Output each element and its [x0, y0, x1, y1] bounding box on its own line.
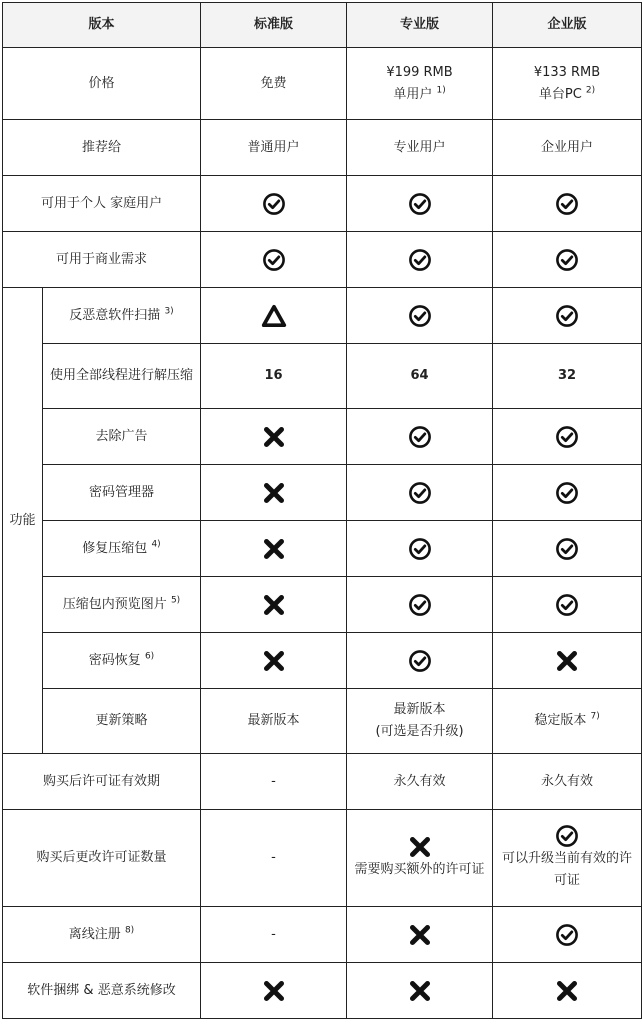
features-group-label: 功能 [3, 288, 43, 754]
row-password-recovery [3, 633, 642, 689]
cross-icon [555, 979, 579, 1003]
footnote-ref: 3) [164, 306, 174, 317]
row-preview [3, 577, 642, 633]
check-circle-icon [408, 649, 432, 673]
cross-icon [408, 835, 432, 859]
row-label: 去除广告 [43, 409, 201, 465]
footnote-ref: 7) [590, 711, 600, 722]
row-label: 价格 [3, 48, 201, 120]
check-circle-icon [262, 248, 286, 272]
row-label [43, 577, 201, 633]
change-ent-note: 可以升级当前有效的许可证 [502, 851, 633, 888]
header-pro: 专业版 [347, 3, 493, 48]
row-offline-registration [3, 907, 642, 963]
cross-icon [262, 593, 286, 617]
row-antimalware [3, 288, 642, 344]
update-pro-note: (可选是否升级) [375, 724, 464, 739]
footnote-ref: 5) [170, 595, 181, 606]
change-standard: - [201, 810, 347, 907]
preview-label: 压缩包内预览图片 [62, 596, 167, 612]
footnote-ref: 1) [436, 85, 446, 96]
row-label [43, 521, 201, 577]
validity-pro: 永久有效 [347, 754, 493, 810]
check-circle-icon [555, 923, 579, 947]
triangle-icon [261, 303, 287, 329]
price-pro-amount: ¥199 RMB [386, 64, 453, 80]
cross-icon [262, 425, 286, 449]
footnote-ref: 6) [144, 651, 155, 662]
price-standard: 免费 [201, 48, 347, 120]
antimalware-label: 反恶意软件扫描 [69, 307, 161, 323]
repair-label: 修复压缩包 [82, 540, 148, 556]
check-circle-icon [555, 824, 579, 848]
row-recommend [3, 120, 642, 176]
header-edition: 版本 [3, 3, 201, 48]
price-ent-amount: ¥133 RMB [533, 64, 601, 80]
cross-icon [262, 979, 286, 1003]
check-circle-icon [408, 481, 432, 505]
row-label: 购买后更改许可证数量 [3, 810, 201, 907]
update-standard: 最新版本 [201, 689, 347, 754]
check-circle-icon [555, 425, 579, 449]
threads-enterprise: 32 [493, 344, 642, 409]
row-label [43, 288, 201, 344]
change-pro-icon-wrap [353, 835, 486, 859]
price-pro-note-wrap [353, 84, 486, 106]
change-pro-note: 需要购买额外的许可证 [354, 862, 485, 877]
recommend-enterprise: 企业用户 [493, 120, 642, 176]
threads-standard: 16 [201, 344, 347, 409]
row-label: 可用于商业需求 [3, 232, 201, 288]
row-update-policy [3, 689, 642, 754]
footnote-ref: 4) [151, 539, 161, 550]
row-label: 密码管理器 [43, 465, 201, 521]
check-circle-icon [555, 304, 579, 328]
header-row [3, 3, 642, 48]
update-pro-value: 最新版本 [393, 702, 446, 717]
row-business [3, 232, 642, 288]
price-ent-note: 单台PC [538, 86, 582, 102]
recommend-pro: 专业用户 [347, 120, 493, 176]
row-label: 可用于个人 家庭用户 [3, 176, 201, 232]
check-circle-icon [408, 593, 432, 617]
price-ent-note-wrap [499, 84, 635, 106]
check-circle-icon [408, 425, 432, 449]
row-price [3, 48, 642, 120]
check-circle-icon [555, 481, 579, 505]
row-repair [3, 521, 642, 577]
check-circle-icon [408, 192, 432, 216]
offline-standard: - [201, 907, 347, 963]
price-pro [347, 48, 493, 120]
footnote-ref: 2) [585, 85, 596, 96]
check-circle-icon [408, 304, 432, 328]
cross-icon [262, 537, 286, 561]
check-circle-icon [555, 537, 579, 561]
change-enterprise [493, 810, 642, 907]
cross-icon [555, 649, 579, 673]
change-ent-icon-wrap [499, 824, 635, 848]
header-enterprise: 企业版 [493, 3, 642, 48]
validity-enterprise: 永久有效 [493, 754, 642, 810]
threads-pro: 64 [347, 344, 493, 409]
row-threads [3, 344, 642, 409]
validity-standard: - [201, 754, 347, 810]
row-label [3, 907, 201, 963]
update-pro [347, 689, 493, 754]
recommend-standard: 普通用户 [201, 120, 347, 176]
update-enterprise [493, 689, 642, 754]
row-label: 推荐给 [3, 120, 201, 176]
price-pro-note: 单用户 [393, 86, 433, 102]
edition-comparison-table [2, 2, 642, 1019]
row-license-validity [3, 754, 642, 810]
check-circle-icon [262, 192, 286, 216]
row-label: 更新策略 [43, 689, 201, 754]
row-label: 购买后许可证有效期 [3, 754, 201, 810]
row-password-manager [3, 465, 642, 521]
check-circle-icon [555, 593, 579, 617]
row-ads [3, 409, 642, 465]
check-circle-icon [408, 248, 432, 272]
row-license-change [3, 810, 642, 907]
check-circle-icon [408, 537, 432, 561]
row-label [43, 633, 201, 689]
update-ent-value: 稳定版本 [534, 713, 587, 728]
row-bundling [3, 963, 642, 1019]
row-label: 使用全部线程进行解压缩 [43, 344, 201, 409]
cross-icon [408, 979, 432, 1003]
price-enterprise [493, 48, 642, 120]
change-pro [347, 810, 493, 907]
offline-label: 离线注册 [68, 926, 121, 942]
footnote-ref: 8) [124, 925, 135, 936]
row-label: 软件捆绑 & 恶意系统修改 [3, 963, 201, 1019]
header-standard: 标准版 [201, 3, 347, 48]
check-circle-icon [555, 248, 579, 272]
cross-icon [262, 481, 286, 505]
cross-icon [262, 649, 286, 673]
row-personal [3, 176, 642, 232]
check-circle-icon [555, 192, 579, 216]
cross-icon [408, 923, 432, 947]
recovery-label: 密码恢复 [88, 652, 141, 668]
